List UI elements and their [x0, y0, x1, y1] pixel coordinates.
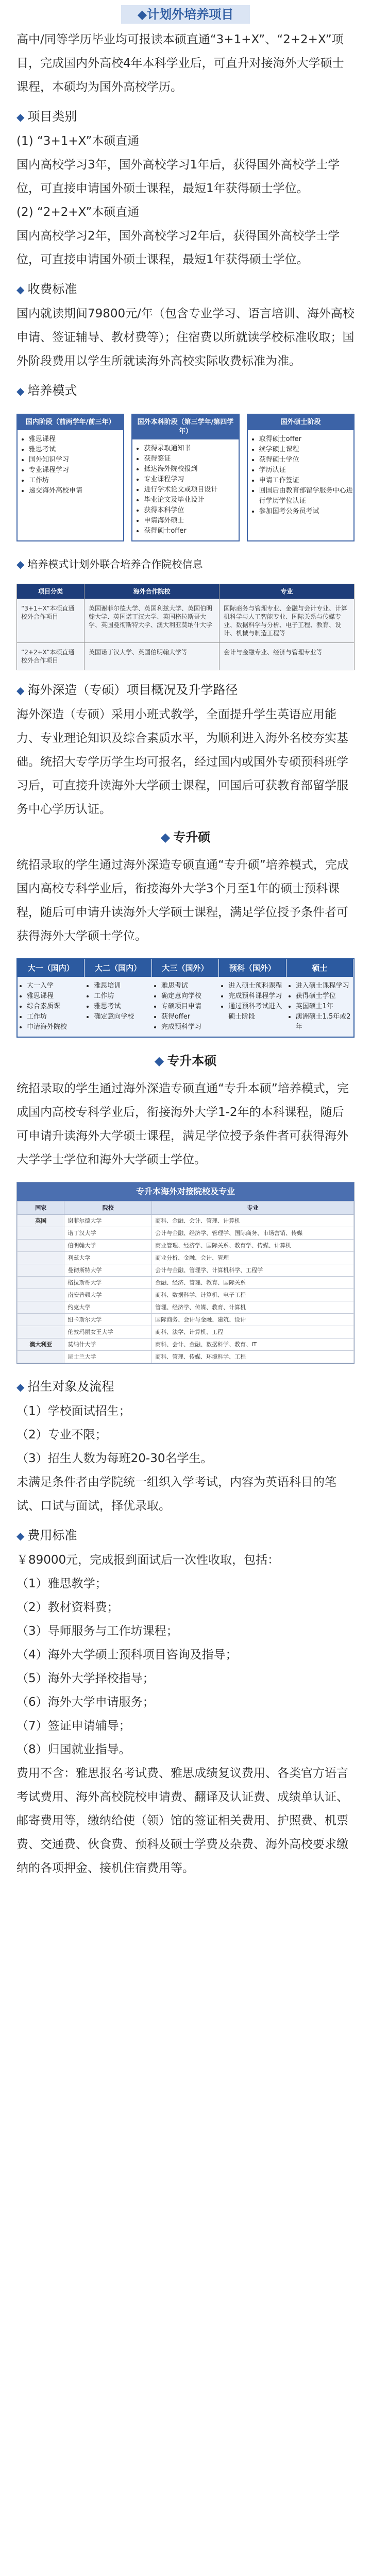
mode-item: • 学历认证 [259, 465, 353, 476]
mode-item: • 申请海外硕士 [144, 516, 238, 526]
up-master-text: 统招录取的学生通过海外深造专硕直通“专升硕”培养模式，完成国内高校专科学业后，衔接海外大学3个月至1年的硕士预科课程，随后可申请升读海外大学硕士课程，满足学位授予条件者可获得海外大学硕士学位。 [16, 858, 349, 943]
fees2-item: （8）归国就业指导。 [16, 1743, 131, 1756]
cat2-title: (2) “2+2+X”本硕直通 [16, 206, 140, 219]
table-cell [18, 1277, 64, 1289]
enroll-item: （2）专业不限； [16, 1428, 107, 1442]
table-row [17, 599, 355, 643]
modes-diagram [16, 414, 355, 541]
fees2-item: （3）导师服务与工作坊课程； [16, 1624, 178, 1638]
table-cell: 商科、数据科学、计算机、电子工程 [152, 1289, 354, 1301]
step-item: • 英国硕士1年 [296, 1002, 352, 1012]
table-cell [18, 1314, 64, 1326]
table-cell [18, 1326, 64, 1338]
table-row [18, 1264, 354, 1277]
mode-card [131, 414, 239, 541]
fees-heading: ◆ 收费标准 [16, 282, 77, 296]
mode-item: • 雅思课程 [29, 434, 123, 445]
mode-item: • 递交海外高校申请 [29, 486, 123, 496]
mode-item: • 专业课程学习 [29, 465, 123, 476]
table-cell [18, 1289, 64, 1301]
table-cell: 商科、管理、传媒、环境科学、工程 [152, 1351, 354, 1363]
table-cell: 谢菲尔德大学 [64, 1215, 152, 1227]
table-cell: 金融、经济、管理、教育、国际关系 [152, 1277, 354, 1289]
table-cell: 伦敦玛丽女王大学 [64, 1326, 152, 1338]
table-cell: 英国诺丁汉大学、英国伯明翰大学等 [85, 643, 220, 670]
mode-title: 国外本科阶段（第三学年/第四学年） [132, 415, 238, 439]
step-item: • 申请海外院校 [27, 1022, 83, 1032]
fees2-item: （7）签证申请辅导； [16, 1719, 131, 1733]
mode-item: • 参加国考公务员考试 [259, 506, 353, 517]
step-item: • 专硕项目申请 [161, 1002, 218, 1012]
table-row [18, 1289, 354, 1301]
mode-item: • 雅思考试 [29, 445, 123, 455]
mode-item: • 国外知识学习 [29, 455, 123, 465]
table-header: 项目分类 [17, 584, 85, 599]
up-master-heading: ◆ 专升硕 [160, 830, 211, 844]
cat2-text: 国内高校学习2年，国外高校学习2年后，获得国外高校学士学位，可直接申请国外硕士课程，最短1年获得硕士学位。 [16, 229, 340, 266]
step-item: • 完成预科课程学习 [228, 991, 285, 1002]
table-row [18, 1227, 354, 1240]
step-item: • 通过预科考试进入硕士阶段 [228, 1002, 285, 1022]
table-header: 专业 [152, 1201, 354, 1215]
table-cell: 会计与金融、管理学、计算机科学、工程学 [152, 1264, 354, 1277]
step-header: 硕士 [286, 959, 353, 977]
table-cell: 商业分析、金融、会计、管理 [152, 1252, 354, 1264]
table-cell: 格拉斯哥大学 [64, 1277, 152, 1289]
table-cell [18, 1227, 64, 1240]
step-header: 大三（国外） [152, 959, 219, 977]
mode-item: • 获得硕士offer [144, 526, 238, 536]
table-cell: 会计与金融、经济学、管理学、国际商务、市场营销、传媒 [152, 1227, 354, 1240]
table-row [18, 1215, 354, 1227]
table-cell: 会计与金融专业、经济与管理专业等 [220, 643, 355, 670]
step-item: • 获得硕士学位 [296, 991, 352, 1002]
table-row [18, 1314, 354, 1326]
table-header: 国家 [18, 1201, 64, 1215]
mode-item: • 获得录取通知书 [144, 444, 238, 454]
fees2-item: （2）教材资料费； [16, 1601, 119, 1614]
diamond-icon: ◆ [16, 1530, 25, 1542]
step-item: • 获得offer [161, 1012, 218, 1022]
table-row [18, 1277, 354, 1289]
up-bachelor-heading: ◆ 专升本硕 [154, 1054, 217, 1068]
mode-item: • 工作坊 [29, 476, 123, 486]
table-row [18, 1326, 354, 1338]
diamond-icon: ◆ [16, 283, 25, 296]
table-cell: 利兹大学 [64, 1252, 152, 1264]
fees2-intro: ￥89000元，完成报到面试后一次性收取，包括： [16, 1553, 280, 1567]
table-cell: 国际商务、会计与金融、建筑、设计 [152, 1314, 354, 1326]
step-item: • 大一入学 [27, 981, 83, 991]
table-cell: 莫纳什大学 [64, 1338, 152, 1351]
step-item: • 完成预科学习 [161, 1022, 218, 1032]
mode-item: • 毕业论文及毕业设计 [144, 495, 238, 505]
diamond-icon: ◆ [160, 830, 171, 844]
mode-item: • 获得本科学位 [144, 505, 238, 516]
table-cell: “2+2+X”本硕直通校外合作项目 [17, 643, 85, 670]
step-item: • 雅思课程 [27, 991, 83, 1002]
table-cell: 曼彻斯特大学 [64, 1264, 152, 1277]
table-cell: 澳大利亚 [18, 1338, 64, 1351]
step-header: 大一（国内） [18, 959, 85, 977]
table-row [17, 643, 355, 670]
mode-item: • 回国后由教育部留学服务中心进行学历学位认证 [259, 486, 353, 506]
mode-item: • 抵达海外院校报到 [144, 464, 238, 474]
table-row [18, 1351, 354, 1363]
table-cell [18, 1301, 64, 1314]
intro-text: 高中/同等学历毕业均可报读本硕直通“3+1+X”、“2+2+X”项目，完成国内外高校4年本科学业后，可直升对接海外大学硕士课程，本硕均为国外高校学历。 [16, 33, 344, 94]
mode-item: • 获得签证 [144, 454, 238, 464]
table-cell [18, 1252, 64, 1264]
diamond-icon: ◆ [16, 111, 25, 123]
table-cell: 英国 [18, 1215, 64, 1227]
step-item: • 澳洲硕士1.5年或2年 [296, 1012, 352, 1032]
mode-item: • 申请工作签证 [259, 476, 353, 486]
countries-table-title: 专升本海外对接院校及专业 [17, 1182, 354, 1201]
diamond-icon: ◆ [16, 558, 25, 570]
mode-item: • 进行学术论文或项目设计 [144, 485, 238, 495]
table-header: 海外合作院校 [85, 584, 220, 599]
table-cell: 纽卡斯尔大学 [64, 1314, 152, 1326]
table-cell: 英国谢菲尔德大学、英国利兹大学、英国伯明翰大学、英国诺丁汉大学、英国格拉斯哥大学、英国曼彻斯特大学、澳大利亚莫纳什大学 [85, 599, 220, 643]
step-item: • 工作坊 [27, 1012, 83, 1022]
mode-card [16, 414, 124, 541]
table-cell: 昆士兰大学 [64, 1351, 152, 1363]
table-row [18, 1338, 354, 1351]
fees2-item: （1）雅思教学； [16, 1577, 107, 1590]
categories-heading: ◆ 项目类别 [16, 109, 77, 124]
table-row [18, 1252, 354, 1264]
institutions-heading: ◆ 培养模式计划外联合培养合作院校信息 [16, 558, 203, 570]
diamond-icon: ◆ [16, 1381, 25, 1393]
diamond-icon: ◆ [16, 385, 25, 397]
table-cell [18, 1351, 64, 1363]
step-item: • 雅思培训 [94, 981, 150, 991]
mode-card [247, 414, 355, 541]
fees-text: 国内就读期间79800元/年（包含专业学习、语言培训、海外高校申请、签证辅导、教材费等）；住宿费以所就读学校标准收取；国外阶段费用以学生所就读海外高校实际收费标准为准。 [16, 307, 355, 368]
table-header: 专业 [220, 584, 355, 599]
mode-item: • 专业课程学习 [144, 474, 238, 485]
mode-item: • 获得硕士学位 [259, 455, 353, 465]
fees2-item: （6）海外大学申请服务； [16, 1696, 155, 1709]
up-bachelor-text: 统招录取的学生通过海外深造专硕直通“专升本硕”培养模式，完成国内高校专科学业后，衔接海外大学1-2年的本科课程，随后可申请升读海外大学硕士课程，满足学位授予条件者可获得海外大学学士学位和海外大学硕士学位。 [16, 1082, 349, 1166]
deep-heading: ◆ 海外深造（专硕）项目概况及升学路径 [16, 683, 238, 697]
step-item: • 确定意向学校 [94, 1012, 150, 1022]
table-cell: 伯明翰大学 [64, 1240, 152, 1252]
step-item: • 雅思考试 [161, 981, 218, 991]
table-cell: 商科、金融、会计、管理、计算机 [152, 1215, 354, 1227]
table-cell [18, 1264, 64, 1277]
step-item: • 综合素质课 [27, 1002, 83, 1012]
diamond-icon: ◆ [16, 684, 25, 697]
step-header: 预科（国外） [219, 959, 286, 977]
cat1-title: (1) “3+1+X”本硕直通 [16, 134, 140, 148]
table-row [18, 1301, 354, 1314]
enroll-heading: ◆ 招生对象及流程 [16, 1379, 114, 1394]
table-cell: “3+1+X”本硕直通校外合作项目 [17, 599, 85, 643]
training-heading: ◆ 培养模式 [16, 383, 77, 398]
step-header: 大二（国内） [85, 959, 151, 977]
table-cell: 商科、会计、金融、数据科学、教育、IT [152, 1338, 354, 1351]
fees2-item: （5）海外大学择校指导； [16, 1672, 155, 1685]
countries-table [16, 1182, 355, 1364]
step-item: • 进入硕士课程学习 [296, 981, 352, 991]
table-cell: 商业管理、经济学、国际关系、教育学、传媒、计算机 [152, 1240, 354, 1252]
table-cell: 诺丁汉大学 [64, 1227, 152, 1240]
section-title: ◆计划外培养项目 [121, 5, 250, 24]
table-cell: 管理、经济学、传媒、教育、计算机 [152, 1301, 354, 1314]
table-cell [18, 1240, 64, 1252]
fees2-item: （4）海外大学硕士预科项目咨询及指导； [16, 1648, 238, 1662]
steps-diagram [16, 958, 355, 1038]
mode-item: • 取得硕士offer [259, 434, 353, 445]
table-cell: 国际商务与管理专业、金融与会计专业、计算机科学与人工智能专业、国际关系与传媒专业、数据科学与分析、电子工程、教育、设计、机械与制造工程等 [220, 599, 355, 643]
enroll-text: 未满足条件者由学院统一组织入学考试，内容为英语科目的笔试、口试与面试，择优录取。 [16, 1476, 336, 1513]
enroll-item: （1）学校面试招生； [16, 1404, 131, 1418]
diamond-icon: ◆ [154, 1054, 164, 1068]
deep-text: 海外深造（专硕）采用小班式教学，全面提升学生英语应用能力、专业理论知识及综合素质水平，为顺利进入海外名校夯实基础。统招大专学历学生均可报名，经过国内或国外专硕预科班学习后，可直接升读海外大学硕士课程，回国后可获教育部留学服务中心学历认证。 [16, 708, 348, 816]
mode-title: 国外硕士阶段 [248, 415, 353, 430]
mode-item: • 续学硕士课程 [259, 445, 353, 455]
table-cell: 南安普顿大学 [64, 1289, 152, 1301]
table-cell: 约克大学 [64, 1301, 152, 1314]
table-row [18, 1240, 354, 1252]
step-item: • 工作坊 [94, 991, 150, 1002]
table-cell: 商科、法学、计算机、工程 [152, 1326, 354, 1338]
step-item: • 进入硕士预科课程 [228, 981, 285, 991]
fees2-heading: ◆ 费用标准 [16, 1528, 77, 1543]
enroll-item: （3）招生人数为每班20-30名学生。 [16, 1452, 213, 1465]
fees2-note: 费用不含：雅思报名考试费、雅思成绩复议费用、各类官方语言考试费用、海外高校院校申请费、翻译及认证费、成绩单认证、邮寄费用等，缴纳给使（领）馆的签证相关费用、护照费、机票费、交通费、伙食费、预科及硕士学费及杂费、海外高校要求缴纳的各项押金、接机住宿费用等。 [16, 1767, 348, 1875]
step-item: • 确定意向学校 [161, 991, 218, 1002]
step-item: • 雅思考试 [94, 1002, 150, 1012]
institutions-table [16, 584, 355, 670]
mode-title: 国内阶段（前两学年/前三年） [18, 415, 123, 430]
cat1-text: 国内高校学习3年，国外高校学习1年后，获得国外高校学士学位，可直接申请国外硕士课程，最短1年获得硕士学位。 [16, 158, 340, 195]
table-header: 院校 [64, 1201, 152, 1215]
